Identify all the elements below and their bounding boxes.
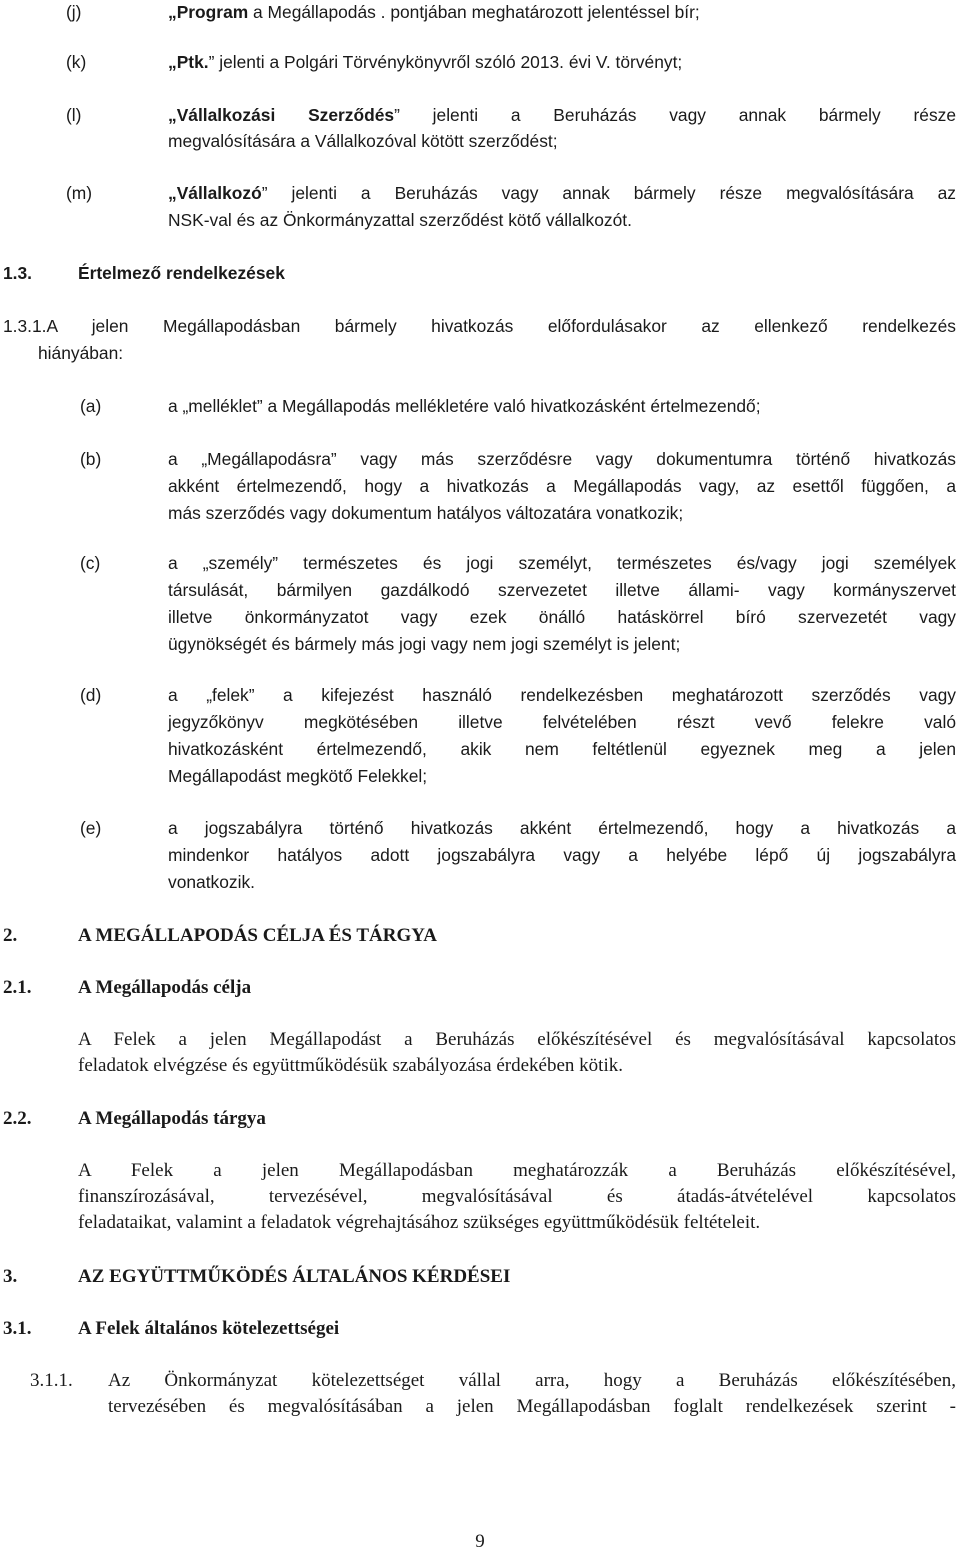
section-number: 2.: [3, 925, 18, 946]
section-number: 1.3.1.: [3, 316, 47, 336]
item-d-line: a „felek” a kifejezést használó rendelkezésben meghatározott szerződés vagy: [168, 685, 956, 705]
section-title: A Megállapodás célja: [78, 977, 252, 998]
item-label-a: (a): [80, 396, 102, 416]
item-d-line: jegyzőkönyv megkötésében illetve felvételében részt vevő felekre való: [168, 712, 956, 732]
item-label-d: (d): [80, 685, 102, 705]
item-label-m: (m): [66, 183, 93, 203]
definition-text: a Megállapodás . pontjában meghatározott jelentéssel bír;: [248, 2, 700, 22]
item-label-b: (b): [80, 449, 102, 469]
item-c-line: ügynökségét és bármely más jogi vagy nem jogi személyt is jelent;: [168, 634, 681, 654]
item-b-line: a „Megállapodásra” vagy más szerződésre vagy dokumentumra történő hivatkozás: [168, 449, 956, 469]
item-label-k: (k): [66, 52, 87, 72]
definition-program: [168, 4, 700, 21]
definition-vallalkozo: [168, 185, 956, 202]
item-d-line: hivatkozásként értelmezendő, akik nem feltétlenül egyeznek meg a jelen: [168, 739, 956, 759]
item-label-c: (c): [80, 553, 101, 573]
section-heading: A MEGÁLLAPODÁS CÉLJA ÉS TÁRGYA: [78, 925, 437, 946]
paragraph-1-3-1: [3, 318, 956, 335]
item-b-line: más szerződés vagy dokumentum hatályos változatára vonatkozik;: [168, 503, 684, 523]
section-heading: AZ EGYÜTTMŰKÖDÉS ÁLTALÁNOS KÉRDÉSEI: [78, 1266, 511, 1287]
paragraph-text: A jelen Megállapodásban bármely hivatkozás előfordulásakor az ellenkező rendelkezés: [46, 316, 956, 336]
section-title: Értelmező rendelkezések: [78, 263, 285, 283]
item-b-line: akként értelmezendő, hogy a hivatkozás a Megállapodás vagy, az esettől függően, a: [168, 476, 956, 496]
section-number: 1.3.: [3, 263, 33, 283]
definition-text: ” jelenti a Beruházás vagy annak bármely része megvalósítására az: [261, 183, 956, 203]
paragraph-line: A Felek a jelen Megállapodást a Beruházás előkészítésével és megvalósításával kapcsolatos: [78, 1029, 956, 1050]
definition-line: megvalósítására a Vállalkozóval kötött szerződést;: [168, 131, 558, 151]
definition-text: ” jelenti a Polgári Törvénykönyvről szóló 2013. évi V. törvényt;: [208, 52, 683, 72]
item-label-e: (e): [80, 818, 102, 838]
definition-ptk: [168, 54, 682, 71]
item-c-line: illetve önkormányzatot vagy ezek önálló hatáskörrel bíró szervezetét vagy: [168, 607, 956, 627]
section-number: 2.1.: [3, 977, 32, 998]
definition-line: NSK-val és az Önkormányzattal szerződést kötő vállalkozót.: [168, 210, 632, 230]
item-a-text: a „melléklet” a Megállapodás mellékletére való hivatkozásként értelmezendő;: [168, 396, 761, 416]
term-vallalkozo: „Vállalkozó: [168, 183, 262, 203]
section-title: A Megállapodás tárgya: [78, 1108, 266, 1129]
item-e-line: vonatkozik.: [168, 872, 255, 892]
paragraph-line: feladataikat, valamint a feladatok végrehajtásához szükséges együttműködésük feltételeit.: [78, 1212, 761, 1233]
item-c-line: a „személy” természetes és jogi személyt, természetes és/vagy jogi személyek: [168, 553, 956, 573]
term-program: „Program: [168, 2, 249, 22]
definition-text: ” jelenti a Beruházás vagy annak bármely része: [394, 105, 957, 125]
paragraph-line: Az Önkormányzat kötelezettséget vállal arra, hogy a Beruházás előkészítésében,: [108, 1370, 956, 1391]
definition-vallalkozasi-szerzodes: [168, 107, 956, 124]
term-ptk: „Ptk.: [168, 52, 209, 72]
section-number: 3.1.1.: [30, 1370, 73, 1391]
item-e-line: a jogszabályra történő hivatkozás akként értelmezendő, hogy a hivatkozás a: [168, 818, 956, 838]
paragraph-line: feladatok elvégzése és együttműködésük szabályozása érdekében kötik.: [78, 1055, 623, 1076]
paragraph-line: tervezésében és megvalósításában a jelen Megállapodásban foglalt rendelkezések szerint -: [108, 1396, 956, 1417]
section-number: 3.1.: [3, 1318, 32, 1339]
section-number: 2.2.: [3, 1108, 32, 1129]
item-e-line: mindenkor hatályos adott jogszabályra vagy a helyébe lépő új jogszabályra: [168, 845, 956, 865]
section-title: A Felek általános kötelezettségei: [78, 1318, 340, 1339]
paragraph-line: A Felek a jelen Megállapodásban meghatározzák a Beruházás előkészítésével,: [78, 1160, 956, 1181]
item-label-j: (j): [66, 2, 82, 22]
item-d-line: Megállapodást megkötő Felekkel;: [168, 766, 428, 786]
section-number: 3.: [3, 1266, 18, 1287]
item-c-line: társulását, bármilyen gazdálkodó szervezetet illetve állami- vagy kormányszervet: [168, 580, 956, 600]
paragraph-line: hiányában:: [38, 343, 124, 363]
paragraph-line: finanszírozásával, tervezésével, megvalósításával és átadás-átvételével kapcsolatos: [78, 1186, 956, 1207]
item-label-l: (l): [66, 105, 82, 125]
term-vallalkozasi-szerzodes: „Vállalkozási Szerződés: [168, 105, 395, 125]
page-number: 9: [475, 1531, 485, 1552]
